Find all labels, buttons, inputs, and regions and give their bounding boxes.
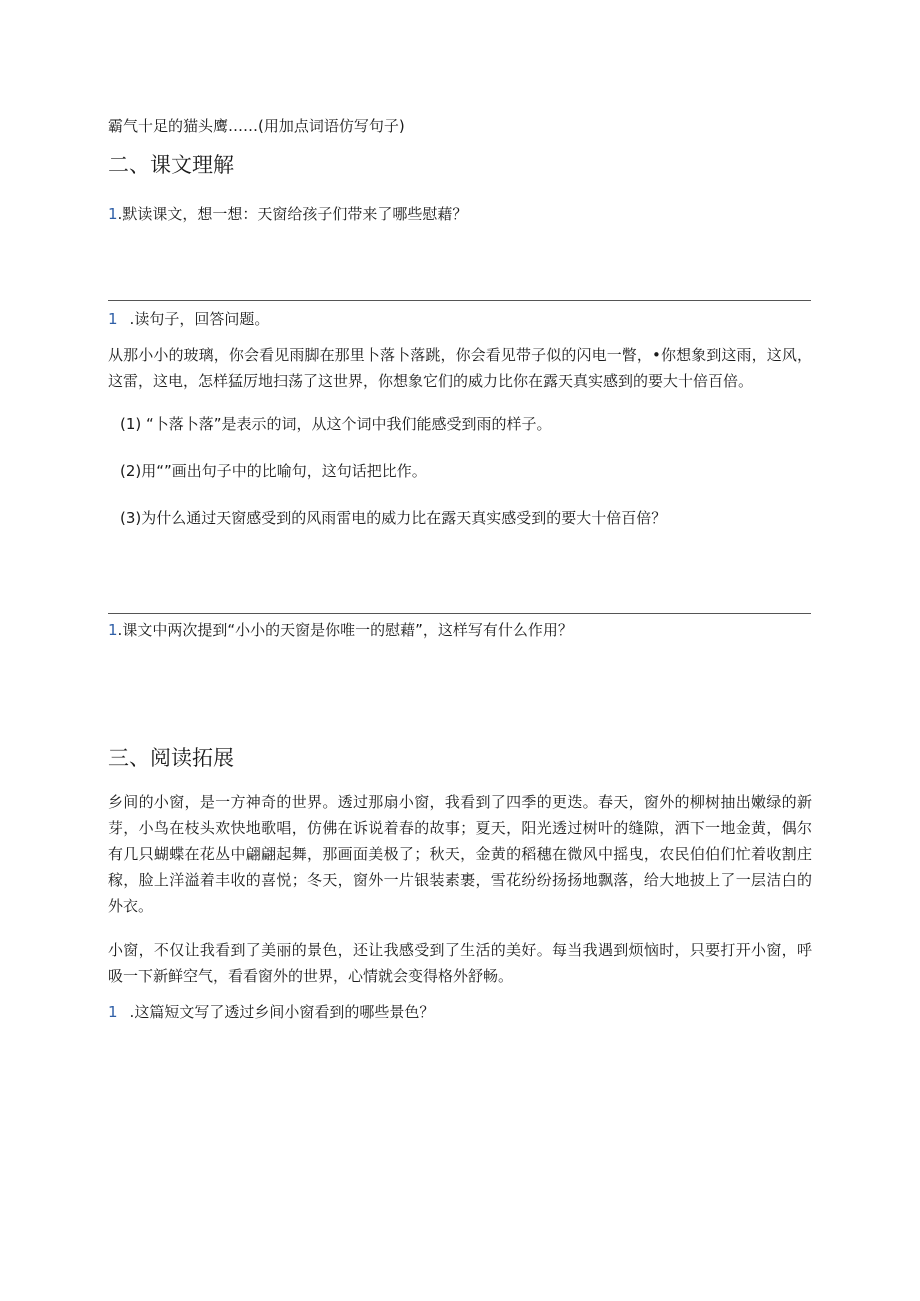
question-scenery xyxy=(108,1002,434,1022)
question-read-sentence xyxy=(108,309,269,329)
question-text: .课文中两次提到“小小的天窗是你唯一的慰藉”，这样写有什么作用？ xyxy=(117,621,573,639)
question-text: .默读课文，想一想：天窗给孩子们带来了哪些慰藉？ xyxy=(117,205,468,223)
question-text: .读句子，回答问题。 xyxy=(129,310,270,328)
section-heading-reading-extension: 三、阅读拓展 xyxy=(108,746,234,770)
question-window-role xyxy=(108,620,573,640)
sub-question-3: (3)为什么通过天窗感受到的风雨雷电的威力比在露天真实感受到的要大十倍百倍？ xyxy=(120,509,667,527)
question-text: .这篇短文写了透过乡间小窗看到的哪些景色？ xyxy=(129,1003,435,1021)
reading-passage-paragraph-1: 乡间的小窗，是一方神奇的世界。透过那扇小窗，我看到了四季的更迭。春天，窗外的柳树抽出嫩绿的新芽，小鸟在枝头欢快地歌唱，仿佛在诉说着春的故事；夏天，阳光透过树叶的缝隙，洒下一地金黄，偶尔有几只蝴蝶在花丛中翩翩起舞，那画面美极了；秋天，金黄的稻穗在微风中摇曳，农民伯伯们忙着收割庄稼，脸上洋溢着丰收的喜悦；冬天，窗外一片银装素裹，雪花纷纷扬扬地飘落，给大地披上了一层洁白的外衣。 xyxy=(108,793,812,915)
answer-line xyxy=(108,613,811,614)
question-number: 1 xyxy=(108,1003,118,1021)
quoted-passage: 从那小小的玻璃，你会看见雨脚在那里卜落卜落跳，你会看见带子似的闪电一瞥，•你想象到这雨，这风，这雷，这电，怎样猛厉地扫荡了这世界，你想象它们的威力比你在露天真实感到的要大十倍百倍。 xyxy=(108,346,812,390)
question-number: 1 xyxy=(108,310,118,328)
section-heading-text-understanding: 二、课文理解 xyxy=(108,153,234,177)
imitation-sentence-prompt: 霸气十足的猫头鹰……(用加点词语仿写句子) xyxy=(108,117,405,135)
reading-passage-paragraph-2: 小窗，不仅让我看到了美丽的景色，还让我感受到了生活的美好。每当我遇到烦恼时，只要打开小窗，呼吸一下新鲜空气，看看窗外的世界，心情就会变得格外舒畅。 xyxy=(108,941,812,985)
question-number: 1 xyxy=(108,621,118,639)
sub-question-2: (2)用“”画出句子中的比喻句，这句话把比作。 xyxy=(120,462,427,480)
question-number: 1 xyxy=(108,205,118,223)
answer-line xyxy=(108,300,811,301)
sub-question-1: (1) “卜落卜落”是表示的词，从这个词中我们能感受到雨的样子。 xyxy=(120,415,552,433)
question-comfort xyxy=(108,204,467,224)
